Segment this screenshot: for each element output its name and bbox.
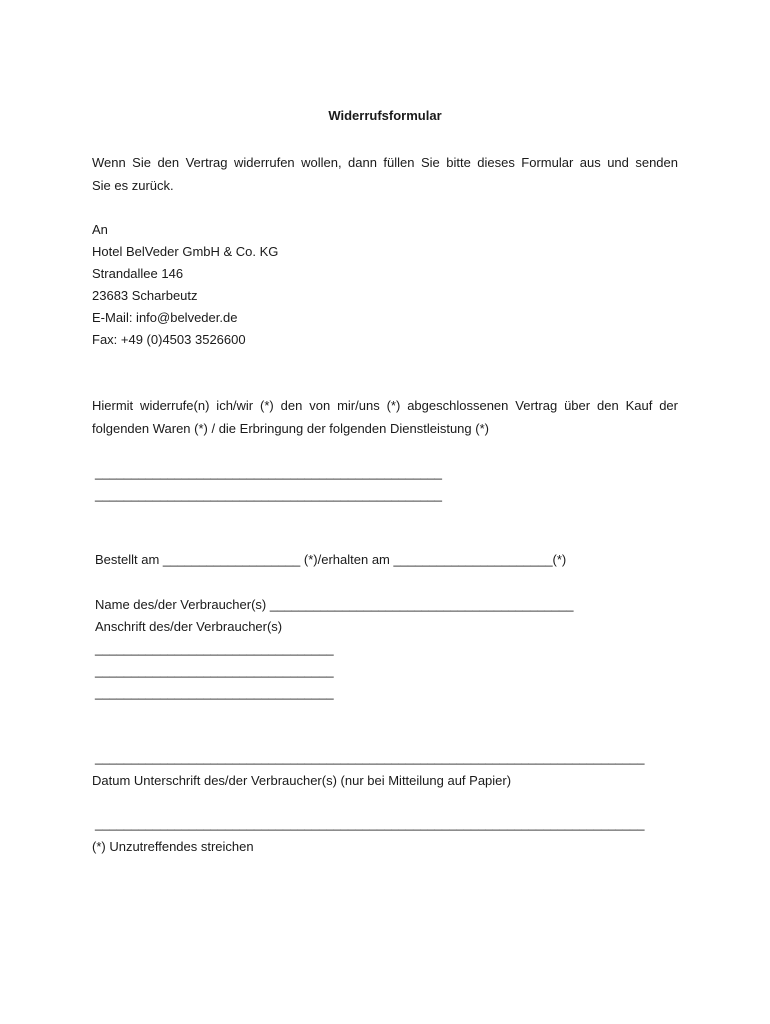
address-company: Hotel BelVeder GmbH & Co. KG (92, 244, 279, 259)
intro-text-line-2: Sie es zurück. (92, 178, 174, 193)
form-title: Widerrufsformular (328, 108, 442, 123)
address-fax: Fax: +49 (0)4503 3526600 (92, 332, 246, 347)
consumer-address-label: Anschrift des/der Verbraucher(s) (95, 619, 283, 634)
consumer-address-blank-2: _________________________________ (95, 663, 334, 678)
footnote: (*) Unzutreffendes streichen (92, 839, 254, 854)
revocation-text-line-1: Hiermit widerrufe(n) ich/wir (*) den von mir/uns (*) abgeschlossenen Vertrag über den Kauf der (92, 398, 678, 413)
footnote-blank-line: ____________________________________________________________________________ (95, 816, 645, 831)
signature-label: Datum Unterschrift des/der Verbraucher(s) (nur bei Mitteilung auf Papier) (92, 773, 512, 788)
consumer-address-blank-1: _________________________________ (95, 641, 334, 656)
ordered-received-line: Bestellt am ___________________ (*)/erhalten am ______________________(*) (95, 552, 567, 567)
address-to: An (92, 222, 108, 237)
address-street: Strandallee 146 (92, 266, 184, 281)
address-email: E-Mail: info@belveder.de (92, 310, 238, 325)
consumer-name-line: Name des/der Verbraucher(s) __________________________________________ (95, 597, 574, 612)
revocation-text-line-2: folgenden Waren (*) / die Erbringung der folgenden Dienstleistung (*) (92, 421, 489, 436)
consumer-address-blank-3: _________________________________ (95, 685, 334, 700)
goods-blank-line-1: ________________________________________________ (95, 465, 443, 480)
signature-blank-line: ____________________________________________________________________________ (95, 750, 645, 765)
goods-blank-line-2: ________________________________________________ (95, 487, 443, 502)
address-city: 23683 Scharbeutz (92, 288, 198, 303)
intro-text-line-1: Wenn Sie den Vertrag widerrufen wollen, dann füllen Sie bitte dieses Formular aus und senden (92, 155, 678, 170)
